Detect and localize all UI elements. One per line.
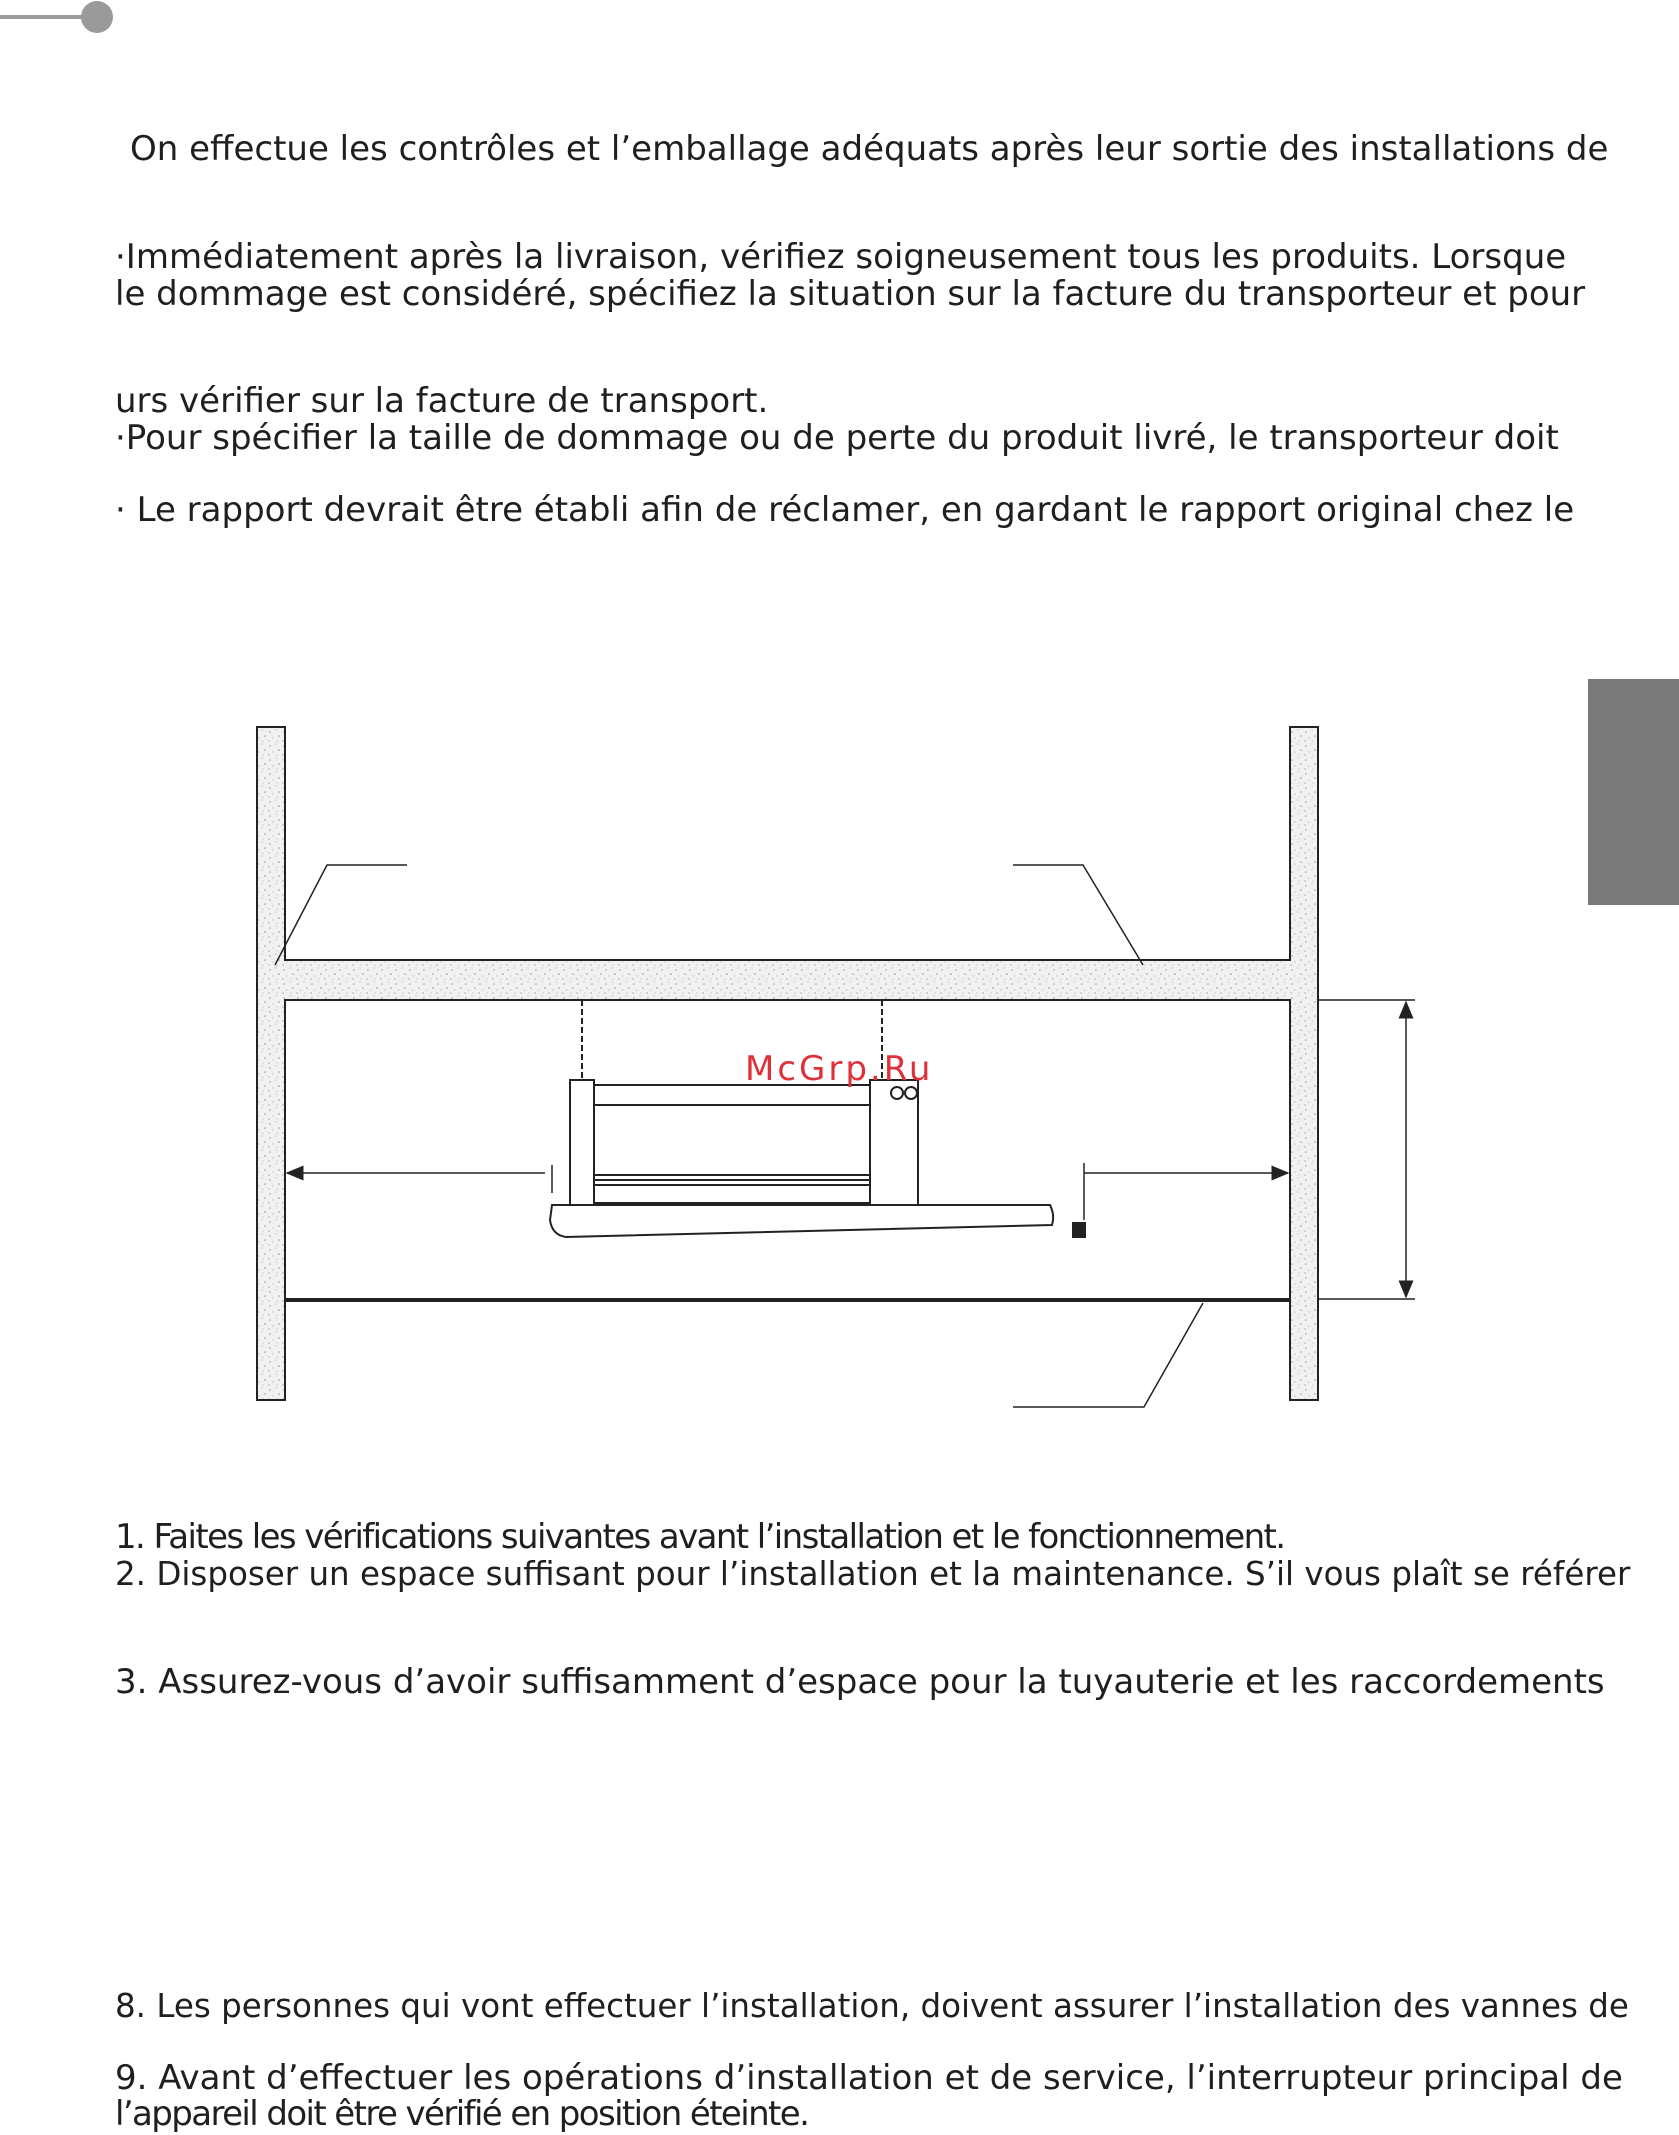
header-rule xyxy=(0,0,130,40)
check-item-9-line-2: l’appareil doit être vérifié en position éteinte. xyxy=(115,2094,809,2134)
leader-suspended-ceiling xyxy=(1013,1303,1203,1407)
check-item-1: 1. Faites les vérifications suivantes avant l’installation et le fonctionnement. xyxy=(115,1517,1285,1557)
check-item-9-line-1: 9. Avant d’effectuer les opérations d’installation et de service, l’interrupteur principal de xyxy=(115,2058,1623,2098)
delivery-line-1: ·Immédiatement après la livraison, vérifiez soigneusement tous les produits. Lorsque xyxy=(115,237,1567,277)
delivery-line-2: le dommage est considéré, spécifiez la situation sur la facture du transporteur et pour xyxy=(115,274,1586,314)
delivery-line-3: urs vérifier sur la facture de transport. xyxy=(115,381,769,421)
side-tab xyxy=(1588,679,1679,905)
leader-ceiling-slab xyxy=(1013,865,1143,965)
delivery-line-4: ·Pour spécifier la taille de dommage ou de perte du produit livré, le transporteur doit xyxy=(115,418,1559,458)
check-item-2: 2. Disposer un espace suffisant pour l’installation et la maintenance. S’il vous plaît se référer xyxy=(115,1555,1631,1593)
installation-space-diagram xyxy=(240,715,1440,1435)
intro-line-1: On effectue les contrôles et l’emballage adéquats après leur sortie des installations de xyxy=(130,129,1609,169)
check-item-3: 3. Assurez-vous d’avoir suffisamment d’espace pour la tuyauterie et les raccordements xyxy=(115,1662,1605,1702)
check-item-8: 8. Les personnes qui vont effectuer l’installation, doivent assurer l’installation des vannes de xyxy=(115,1987,1629,2025)
leader-left-wall xyxy=(275,865,407,965)
watermark: McGrp.Ru xyxy=(745,1049,934,1089)
delivery-line-5: · Le rapport devrait être établi afin de réclamer, en gardant le rapport original chez le xyxy=(115,490,1575,530)
fan-coil-unit xyxy=(550,1080,1085,1237)
